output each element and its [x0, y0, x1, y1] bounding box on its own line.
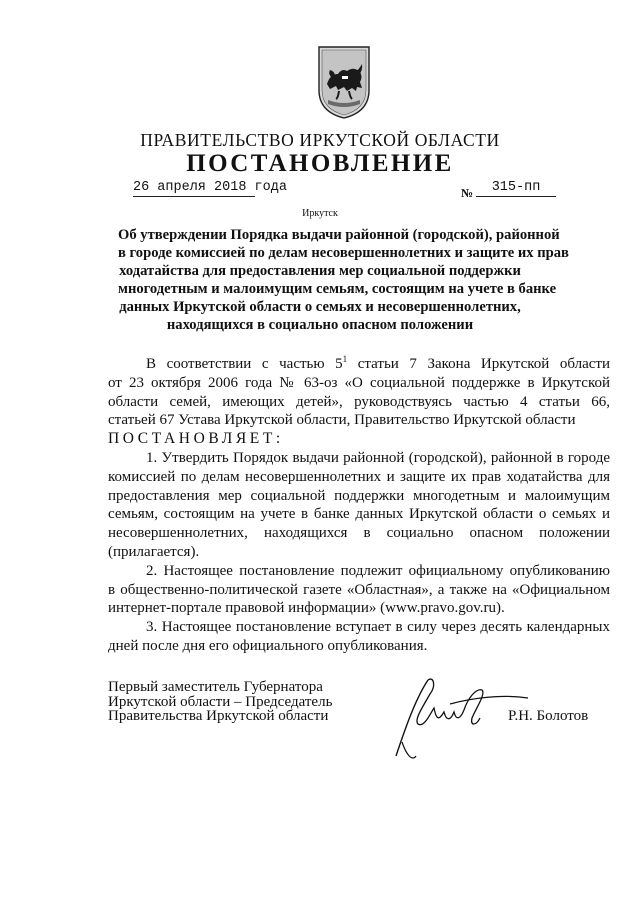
- item1-line: комиссией по делам несовершеннолетних и защите их прав ходатайства для: [108, 468, 610, 485]
- signatory-title-line: Правительства Иркутской области: [108, 708, 329, 724]
- preamble-line: статьей 67 Устава Иркутской области, Правительство Иркутской области: [108, 412, 576, 429]
- preamble-line: области семей, имеющих детей», руководствуясь частью 4 статьи 66,: [108, 393, 610, 410]
- decree-word: ПОСТАНОВЛЯЕТ:: [108, 430, 284, 448]
- item3-line: 3. Настоящее постановление вступает в силу через десять календарных: [146, 619, 610, 636]
- item3-line: дней после дня его официального опубликования.: [108, 637, 428, 654]
- item1-line: предоставления мер социальной поддержки многодетным и малоимущим: [108, 487, 610, 504]
- item1-line: 1. Утвердить Порядок выдачи районной (городской), районной в городе: [146, 449, 610, 466]
- item2-line: 2. Настоящее постановление подлежит официальному опубликованию: [146, 562, 610, 579]
- document-title: [118, 226, 569, 334]
- coat-of-arms-icon: [316, 44, 372, 120]
- superscript: 1: [342, 354, 348, 364]
- document-type: ПОСТАНОВЛЕНИЕ: [186, 150, 454, 177]
- document-date: 26 апреля 2018 года: [133, 180, 287, 195]
- government-name: ПРАВИТЕЛЬСТВО ИРКУТСКОЙ ОБЛАСТИ: [140, 130, 500, 150]
- title-line: многодетным и малоимущим семьям, состоящим на учете в банке: [118, 281, 557, 297]
- signatory-title: [108, 680, 332, 724]
- signatory-title-line: Первый заместитель Губернатора: [108, 679, 323, 695]
- preamble-text: В соответствии с частью 5: [146, 356, 343, 372]
- item2-line: в общественно-политической газете «Областная», а также на «Официальном: [108, 581, 610, 598]
- number-sign: №: [461, 186, 474, 200]
- signatory-title-line: Иркутской области – Председатель: [108, 693, 333, 710]
- preamble-line: от 23 октября 2006 года № 63-оз «О социальной поддержке в Иркутской: [108, 374, 610, 391]
- city: Иркутск: [302, 208, 338, 219]
- signer-name: Р.Н. Болотов: [508, 708, 589, 724]
- document-body: [108, 350, 610, 656]
- title-line: находящихся в социально опасном положении: [166, 317, 474, 333]
- document-number: 315-пп: [476, 180, 556, 197]
- item1-line: несовершеннолетних, находящихся в социально опасном положении: [108, 525, 610, 542]
- item1-line: семьям, состоящим на учете в банке данных Иркутской области о семьях и: [108, 506, 610, 523]
- item2-line: интернет-портале правовой информации» (www.pravo.gov.ru).: [108, 600, 505, 617]
- item1-line: (прилагается).: [108, 543, 200, 560]
- title-line: данных Иркутской области о семьях и несовершеннолетних,: [119, 299, 521, 315]
- title-line: ходатайства для предоставления мер социальной поддержки: [119, 263, 521, 279]
- preamble-line: [108, 350, 610, 374]
- title-line: в городе комиссией по делам несовершеннолетних и защите их прав: [118, 245, 569, 261]
- title-line: Об утверждении Порядка выдачи районной (городской), районной: [118, 227, 560, 243]
- preamble-text: статьи 7 Закона Иркутской области: [347, 356, 610, 372]
